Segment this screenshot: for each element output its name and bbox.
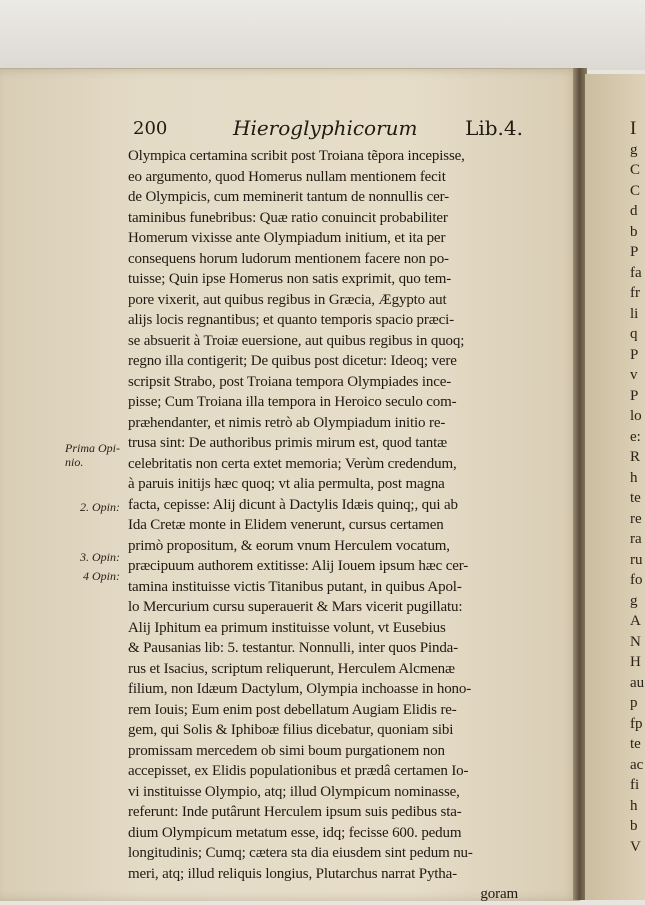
right-page-letter: h: [630, 797, 638, 814]
right-page-letter: te: [630, 490, 641, 506]
right-page-letter: g: [630, 592, 638, 609]
right-page-letter: P: [630, 244, 639, 260]
text-line: Homerum vixisse ante Olympiadum initium, et ita per: [128, 230, 446, 246]
running-head: [133, 114, 523, 144]
text-line: præcipuum authorem extitisse: Alij Iouem ipsum hæc cer-: [128, 558, 469, 574]
margin-note-prima-line1: Prima Opi-: [65, 441, 120, 455]
right-page-letter: fo: [630, 572, 643, 588]
right-page-letter: ru: [630, 551, 643, 568]
background-strip: [0, 0, 645, 70]
margin-note-prima: [65, 441, 120, 469]
text-line: promissam mercedem ob simi boum purgationem non: [128, 742, 445, 759]
text-line: goram: [480, 886, 518, 902]
right-page-letter: au: [630, 674, 645, 691]
text-line: lo Mercurium cursu superauerit & Mars vicerit pugillatu:: [128, 599, 463, 615]
right-page-letter: lo: [630, 408, 642, 424]
text-line: rus et Isacius, scriptum reliquerunt, Herculem Alcmenæ: [128, 660, 455, 677]
text-line: tamina instituisse victis Titanibus putant, in quibus Apol-: [128, 578, 462, 595]
text-line: tuisse; Quin ipse Homerus non satis exprimit, quo tem-: [128, 271, 452, 287]
text-line: facta, cepisse: Alij dicunt à Dactylis Idæis quinq;, qui ab: [128, 496, 458, 513]
text-line: Ida Cretæ monte in Elidem venerunt, cursus certamen: [128, 517, 444, 533]
right-page-letter: g: [630, 141, 638, 158]
right-page-letter: q: [630, 326, 638, 342]
text-line: alijs locis regnantibus; et quanto temporis spacio præci-: [128, 312, 454, 328]
right-page-letter: ac: [630, 756, 644, 773]
right-page-letter: V: [630, 838, 641, 855]
right-page-letter: C: [630, 182, 641, 199]
right-page-letter: re: [630, 510, 642, 527]
text-line: filium, non Idæum Dactylum, Olympia inchoasse in hono-: [128, 681, 472, 697]
text-line: gem, qui Solis & Iphiboæ filius dicebatur, quoniam sibi: [128, 722, 454, 738]
right-page-letter: e:: [630, 428, 641, 445]
right-page-letter: I: [630, 118, 637, 139]
text-line: consequens horum ludorum mentionem facere non po-: [128, 250, 449, 267]
right-page-letter: ra: [630, 531, 642, 547]
book-label: Lib.4.: [465, 116, 523, 140]
right-page-letter: C: [630, 162, 641, 178]
body-text: [128, 146, 518, 905]
text-line: & Pausanias lib: 5. testantur. Nonnulli, inter quos Pinda-: [128, 640, 459, 656]
text-line: rem Iouis; Eum enim post debellatum Augiam Elidis re-: [128, 701, 457, 718]
page-number: 200: [133, 118, 168, 139]
text-line: pore vixerit, aut quibus regibus in Græcia, Ægypto aut: [128, 291, 447, 308]
right-page-letter: fr: [630, 285, 640, 301]
right-page-letter: fp: [630, 715, 643, 732]
right-page-letter: li: [630, 305, 639, 322]
text-line: taminibus funebribus: Quæ ratio conuincit probabiliter: [128, 209, 448, 226]
text-line: regno illa contigerit; De quibus post dicetur: Ideoq; vere: [128, 353, 457, 369]
text-line: pisse; Cum Troiana illa tempora in Heroico seculo com-: [128, 394, 457, 410]
text-line: meri, atq; illud reliquis longius, Plutarchus narrat Pytha-: [128, 865, 458, 882]
text-line: præhendanter, et nimis retrò ab Olympiadum initio re-: [128, 414, 446, 431]
text-line: à paruis initijs hæc quoq; vt alia permulta, post magna: [128, 476, 445, 492]
right-page-letter: p: [630, 695, 638, 711]
right-page-letter: N: [630, 633, 641, 650]
text-line: longitudinis; Cumq; cætera sta dia eiusdem sint pedum nu-: [128, 845, 473, 861]
right-page-letter: A: [630, 613, 641, 629]
text-line: accepisset, ex Elidis populationibus et prædâ certamen Io-: [128, 763, 469, 779]
text-line: Olympica certamina scribit post Troiana tẽpora incepisse,: [128, 148, 465, 164]
right-page-letter: te: [630, 736, 641, 752]
right-page-fragment: [630, 119, 645, 857]
right-page-letter: P: [630, 346, 639, 363]
right-page-letter: P: [630, 387, 639, 404]
text-line: de Olympicis, cum meminerit tantum de nonnullis cer-: [128, 189, 449, 205]
right-page-letter: H: [630, 654, 641, 670]
right-page-letter: b: [630, 818, 638, 834]
right-page-letter: fi: [630, 777, 640, 793]
right-page-letter: b: [630, 223, 638, 240]
text-line: primò propositum, & eorum vnum Herculem vocatum,: [128, 537, 450, 554]
right-page-letter: h: [630, 469, 638, 486]
text-line: vi instituisse Olympio, atq; illud Olympicum nominasse,: [128, 783, 460, 800]
margin-note-opin4: 4 Opin:: [83, 569, 120, 583]
margin-note-prima-line2: nio.: [65, 455, 84, 469]
text-line: se absuerit à Troiæ euersione, aut quibus regibus in quoq;: [128, 332, 465, 349]
right-page-letter: v: [630, 367, 638, 383]
right-page-letter: d: [630, 203, 638, 219]
text-line: dium Olympicum metatum esse, idq; fecisse 600. pedum: [128, 824, 462, 841]
right-page-letter: fa: [630, 264, 642, 281]
text-line: referunt: Inde putârunt Herculem ipsum suis pedibus sta-: [128, 804, 462, 820]
text-line: trusa sint: De authoribus primis mirum est, quod tantæ: [128, 435, 447, 451]
margin-note-opin3: 3. Opin:: [80, 550, 120, 564]
right-page-letter: R: [630, 449, 641, 465]
margin-note-opin2: 2. Opin:: [80, 500, 120, 514]
margin-notes: [0, 146, 126, 846]
running-title: Hieroglyphicorum: [233, 116, 418, 140]
text-line: scripsit Strabo, post Troiana tempora Olympiades ince-: [128, 373, 452, 390]
text-line: Alij Iphitum ea primum instituisse volunt, vt Eusebius: [128, 619, 446, 636]
text-line: celebritatis non certa extet memoria; Verùm credendum,: [128, 455, 457, 472]
text-line: eo argumento, quod Homerus nullam mentionem fecit: [128, 168, 446, 185]
